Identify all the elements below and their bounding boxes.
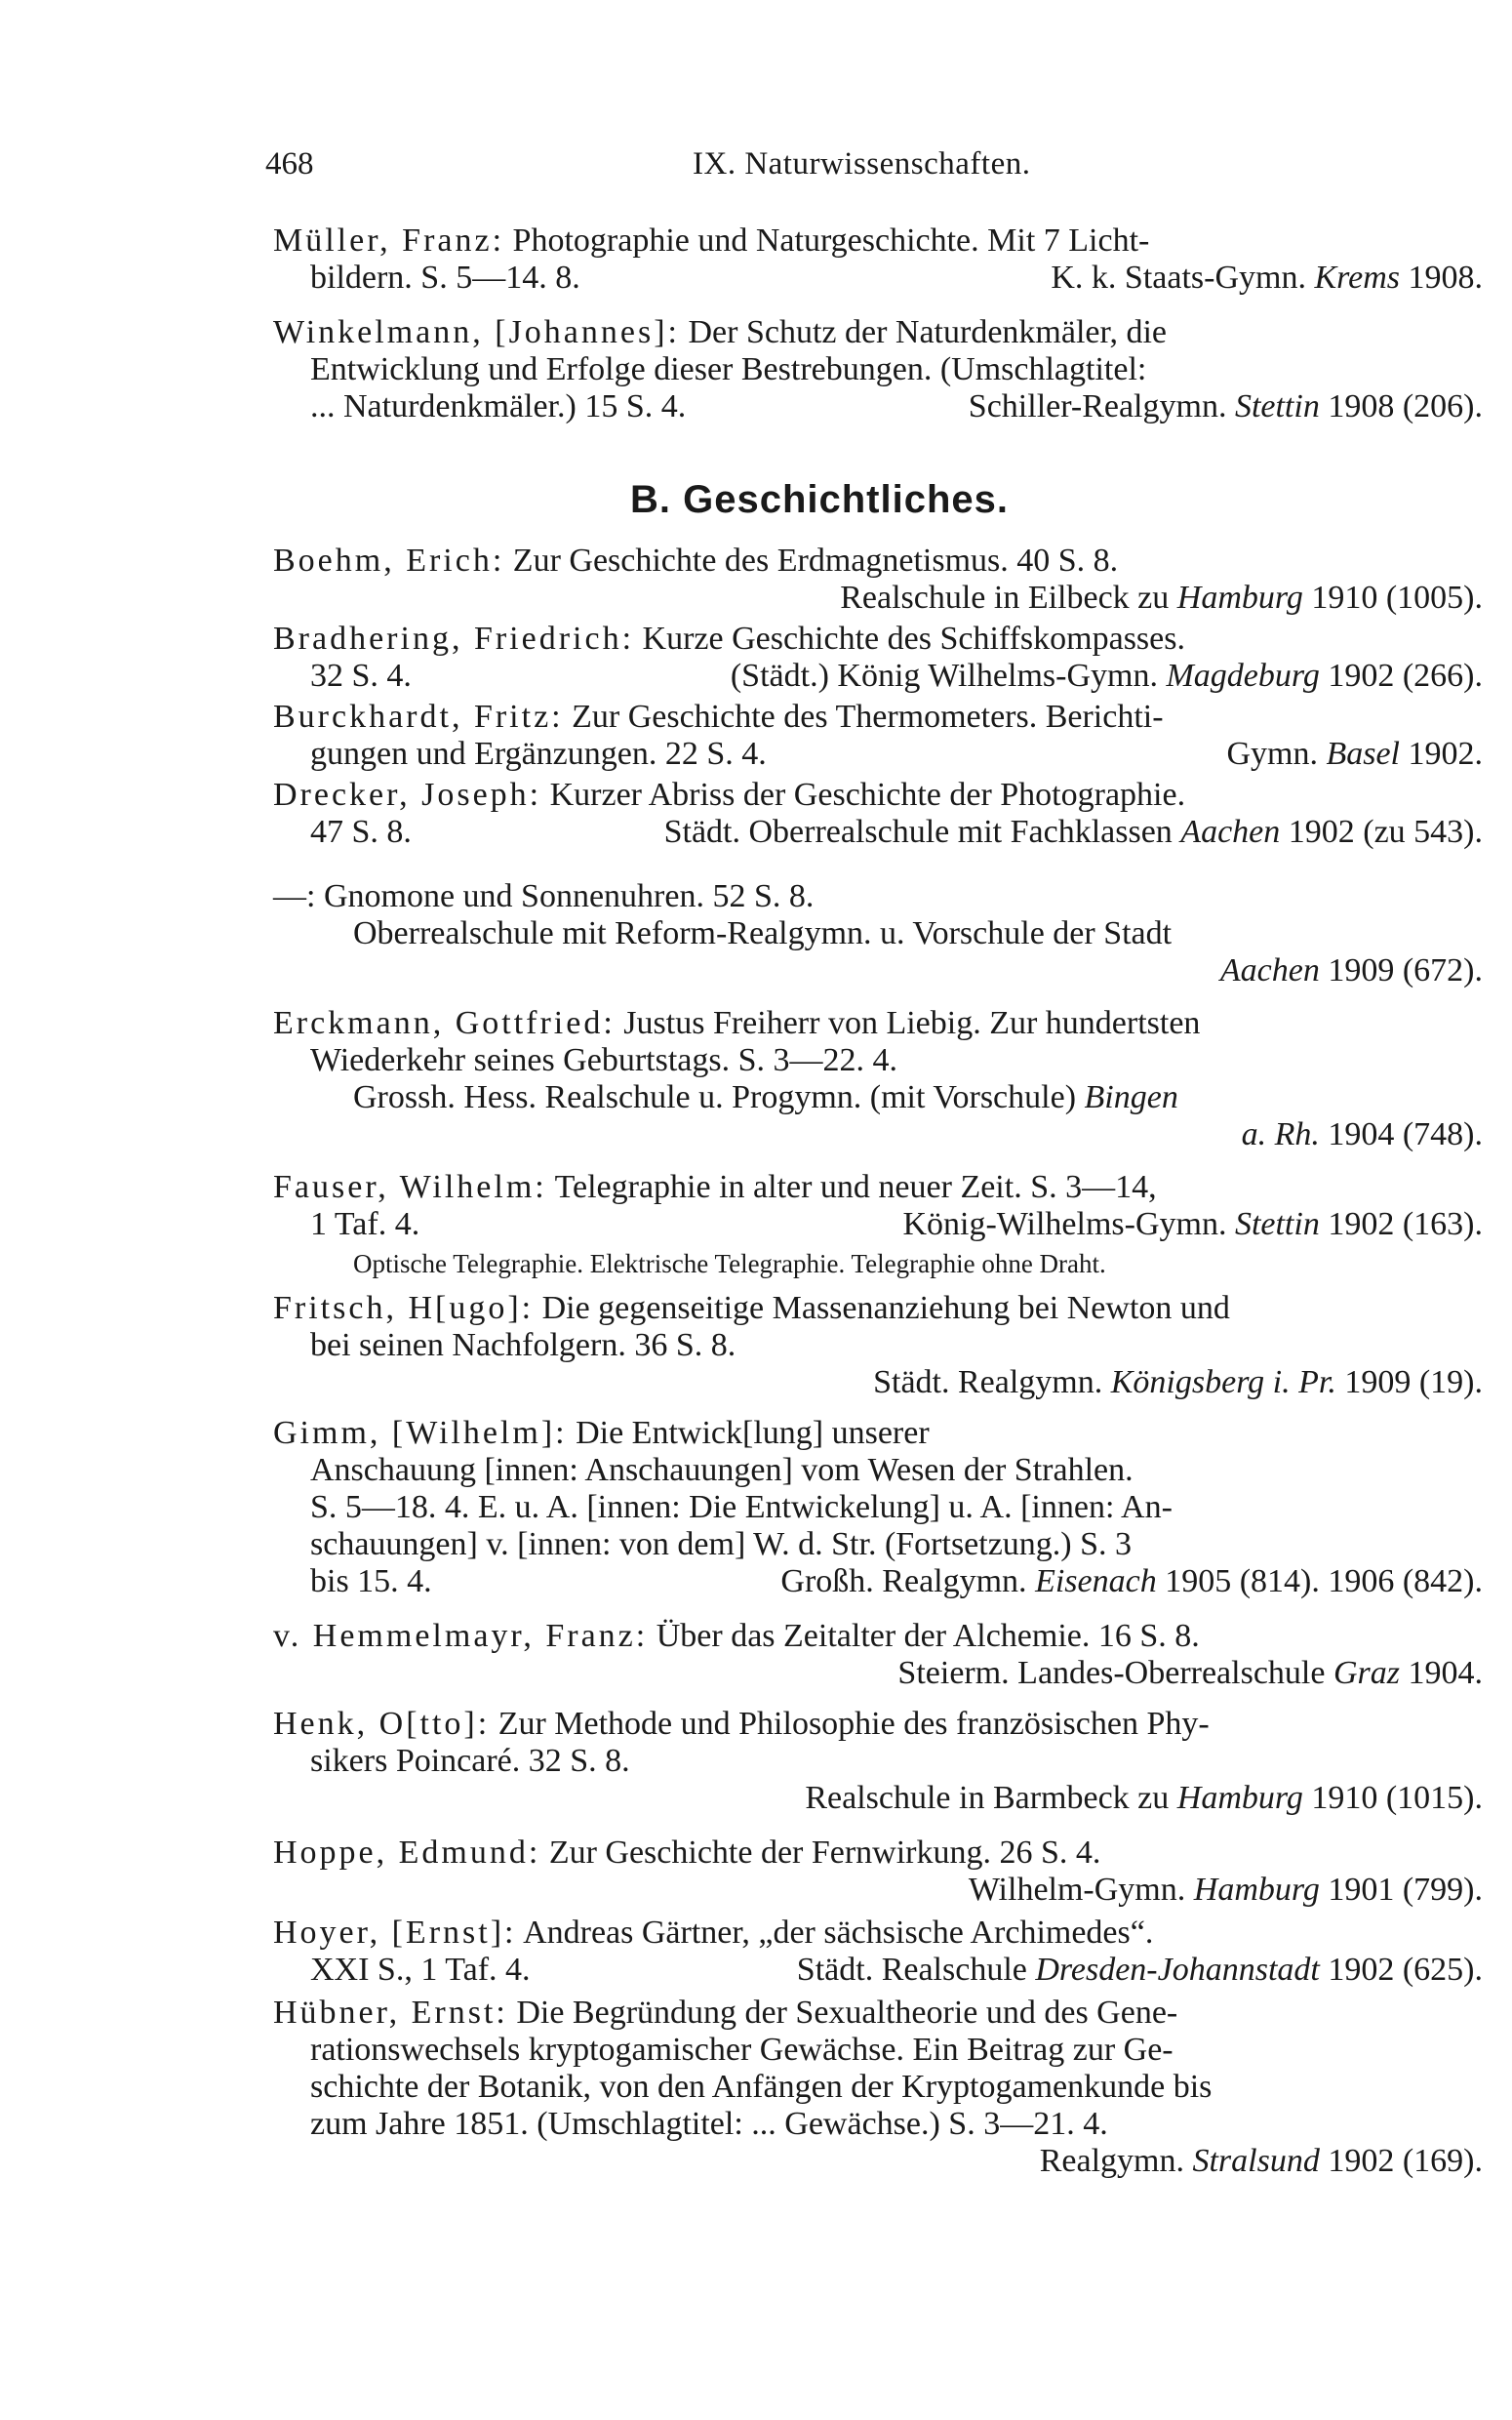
entry-author: —: <box>273 878 316 914</box>
entry-year: 1908. <box>1400 260 1483 296</box>
entry-school: Oberrealschule mit Reform-Realgymn. u. Vorschule der Stadt <box>353 915 1173 951</box>
entry-details: XXI S., 1 Taf. 4. <box>310 1952 531 1988</box>
entry-author: Hoppe, Edmund: <box>273 1835 541 1871</box>
entry-details: bei seinen Nachfolgern. 36 S. 8. <box>310 1327 736 1363</box>
bibliography-entry <box>273 1415 1483 1600</box>
entry-school: Großh. Realgymn. <box>780 1563 1027 1599</box>
entry-year: 1902 (625). <box>1319 1952 1483 1988</box>
entry-title: Die gegenseitige Massenanziehung bei Newton und <box>534 1290 1230 1326</box>
entry-details: gungen und Ergänzungen. 22 S. 4. <box>310 736 767 772</box>
entry-school: Städt. Realgymn. <box>873 1364 1103 1400</box>
entry-year: 1910 (1015). <box>1302 1780 1483 1816</box>
entry-author: Hübner, Ernst: <box>273 1995 508 2031</box>
entry-school: König-Wilhelms-Gymn. <box>902 1206 1227 1242</box>
entry-title: Andreas Gärtner, „der sächsische Archimedes“. <box>516 1915 1154 1951</box>
entry-details: ... Naturdenkmäler.) 15 S. 4. <box>310 388 687 424</box>
entry-author: Burckhardt, Fritz: <box>273 699 564 735</box>
entry-title-cont: schichte der Botanik, von den Anfängen der Kryptogamenkunde bis <box>310 2069 1213 2105</box>
bibliography-entry <box>273 878 1483 989</box>
entry-city: Aachen <box>1180 814 1281 850</box>
entry-city: Königsberg i. Pr. <box>1110 1364 1336 1400</box>
section-heading: B. Geschichtliches. <box>629 478 1010 521</box>
entry-city: Stettin <box>1234 388 1320 424</box>
entry-school: Gymn. <box>1226 736 1318 772</box>
running-title: IX. Naturwissenschaften. <box>693 146 1031 182</box>
entry-title: Die Begründung der Sexualtheorie und des Gene- <box>507 1995 1178 2031</box>
entry-title-cont: S. 5—18. 4. E. u. A. [innen: Die Entwickelung] u. A. [innen: An- <box>310 1489 1173 1525</box>
page-number: 468 <box>265 146 314 182</box>
bibliography-entry <box>273 1835 1483 1909</box>
entry-school: Städt. Realschule <box>796 1952 1027 1988</box>
entry-title: Gnomone und Sonnenuhren. 52 S. 8. <box>315 878 815 914</box>
entry-school: Schiller-Realgymn. <box>968 388 1227 424</box>
entry-details: bildern. S. 5—14. 8. <box>310 260 580 296</box>
entry-author: Gimm, [Wilhelm]: <box>273 1415 568 1451</box>
entry-author: Drecker, Joseph: <box>273 777 542 813</box>
entry-school: Grossh. Hess. Realschule u. Progymn. (mit Vorschule) <box>353 1079 1077 1115</box>
entry-year: 1904 (748). <box>1319 1116 1483 1152</box>
entry-details: sikers Poincaré. 32 S. 8. <box>310 1743 630 1779</box>
entry-title: Kurze Geschichte des Schiffskompasses. <box>634 621 1185 657</box>
entry-city: Magdeburg <box>1166 658 1320 694</box>
entry-school: Realgymn. <box>1039 2143 1184 2179</box>
entry-city: Bingen <box>1084 1079 1178 1115</box>
entry-year: 1902. <box>1400 736 1483 772</box>
entry-title: Über das Zeitalter der Alchemie. 16 S. 8. <box>648 1618 1200 1654</box>
entry-city: Hamburg <box>1176 580 1303 616</box>
entry-school: Steierm. Landes-Oberrealschule <box>897 1655 1326 1691</box>
bibliography-entry <box>273 1169 1483 1280</box>
entry-title-cont: Entwicklung und Erfolge dieser Bestrebungen. (Umschlagtitel: <box>310 351 1147 387</box>
entry-author: Winkelmann, [Johannes]: <box>273 314 680 350</box>
entry-title: Zur Geschichte der Fernwirkung. 26 S. 4. <box>540 1835 1101 1871</box>
entry-city: Basel <box>1326 736 1400 772</box>
entry-city: Graz <box>1333 1655 1400 1691</box>
entry-year: 1908 (206). <box>1319 388 1483 424</box>
entry-city: Dresden-Johannstadt <box>1035 1952 1320 1988</box>
entry-school: Wilhelm-Gymn. <box>968 1872 1186 1908</box>
entry-author: Boehm, Erich: <box>273 543 505 579</box>
entry-title-cont: rationswechsels kryptogamischer Gewächse. Ein Beitrag zur Ge- <box>310 2032 1174 2068</box>
bibliography-entry <box>273 699 1483 773</box>
entry-city: Hamburg <box>1176 1780 1303 1816</box>
entry-contents-note: Optische Telegraphie. Elektrische Telegraphie. Telegraphie ohne Draht. <box>353 1249 1106 1278</box>
entry-title-cont: schauungen] v. [innen: von dem] W. d. Str. (Fortsetzung.) S. 3 <box>310 1526 1133 1562</box>
entry-title: Telegraphie in alter und neuer Zeit. S. 3—14, <box>546 1169 1157 1205</box>
entry-title: Die Entwick[lung] unserer <box>567 1415 930 1451</box>
entry-year: 1902 (169). <box>1319 2143 1483 2179</box>
entry-title: Zur Methode und Philosophie des französischen Phy- <box>490 1706 1210 1742</box>
entry-details: 32 S. 4. <box>310 658 412 694</box>
entry-city: Krems <box>1314 260 1400 296</box>
entry-author: v. Hemmelmayr, Franz: <box>273 1618 649 1654</box>
entry-title-cont: Wiederkehr seines Geburtstags. S. 3—22. 4. <box>310 1042 898 1078</box>
entry-details: 1 Taf. 4. <box>310 1206 420 1242</box>
entry-year: 1904. <box>1400 1655 1483 1691</box>
entry-year: 1902 (266). <box>1319 658 1483 694</box>
entry-school: Städt. Oberrealschule mit Fachklassen <box>663 814 1173 850</box>
entry-year: 1909 (672). <box>1319 952 1483 988</box>
bibliography-entry <box>273 314 1483 425</box>
entry-city: Stralsund <box>1192 2143 1320 2179</box>
entry-year: 1902 (zu 543). <box>1280 814 1483 850</box>
entry-title: Der Schutz der Naturdenkmäler, die <box>680 314 1167 350</box>
bibliography-entry <box>273 1618 1483 1692</box>
entry-title-cont: Anschauung [innen: Anschauungen] vom Wesen der Strahlen. <box>310 1452 1134 1488</box>
entry-details: zum Jahre 1851. (Umschlagtitel: ... Gewächse.) S. 3—21. 4. <box>310 2106 1108 2142</box>
entry-details: 47 S. 8. <box>310 814 412 850</box>
entry-school: (Städt.) König Wilhelms-Gymn. <box>730 658 1158 694</box>
entry-city: Eisenach <box>1035 1563 1157 1599</box>
entry-author: Fauser, Wilhelm: <box>273 1169 547 1205</box>
entry-author: Müller, Franz: <box>273 222 505 259</box>
entry-author: Hoyer, [Ernst]: <box>273 1915 517 1951</box>
entry-city: Hamburg <box>1193 1872 1320 1908</box>
entry-year: 1902 (163). <box>1319 1206 1483 1242</box>
bibliography-entry <box>273 777 1483 851</box>
bibliography-entry <box>273 1005 1483 1153</box>
bibliography-entry <box>273 1995 1483 2180</box>
entry-author: Bradhering, Friedrich: <box>273 621 635 657</box>
entry-city-cont: a. Rh. <box>1241 1116 1320 1152</box>
bibliography-entry <box>273 543 1483 617</box>
entry-author: Henk, O[tto]: <box>273 1706 491 1742</box>
bibliography-entry <box>273 1706 1483 1817</box>
entry-title: Zur Geschichte des Thermometers. Berichti- <box>563 699 1164 735</box>
entry-year: 1901 (799). <box>1319 1872 1483 1908</box>
entry-city: Aachen <box>1219 952 1320 988</box>
entry-author: Fritsch, H[ugo]: <box>273 1290 535 1326</box>
entry-school: K. k. Staats-Gymn. <box>1051 260 1306 296</box>
entry-school: Realschule in Barmbeck zu <box>805 1780 1170 1816</box>
entry-school: Realschule in Eilbeck zu <box>840 580 1170 616</box>
entry-details: bis 15. 4. <box>310 1563 432 1599</box>
bibliography-entry <box>273 222 1483 297</box>
entry-year: 1910 (1005). <box>1302 580 1483 616</box>
entry-author: Erckmann, Gottfried: <box>273 1005 616 1041</box>
entry-title: Zur Geschichte des Erdmagnetismus. 40 S. 8. <box>504 543 1119 579</box>
bibliography-entry <box>273 1290 1483 1401</box>
entry-city: Stettin <box>1234 1206 1320 1242</box>
bibliography-entry <box>273 1915 1483 1989</box>
entry-year: 1905 (814). 1906 (842). <box>1156 1563 1483 1599</box>
bibliography-entry <box>273 621 1483 695</box>
entry-title: Kurzer Abriss der Geschichte der Photographie. <box>541 777 1186 813</box>
entry-year: 1909 (19). <box>1335 1364 1483 1400</box>
entry-title: Justus Freiherr von Liebig. Zur hundertsten <box>615 1005 1201 1041</box>
entry-title: Photographie und Naturgeschichte. Mit 7 Licht- <box>504 222 1150 259</box>
